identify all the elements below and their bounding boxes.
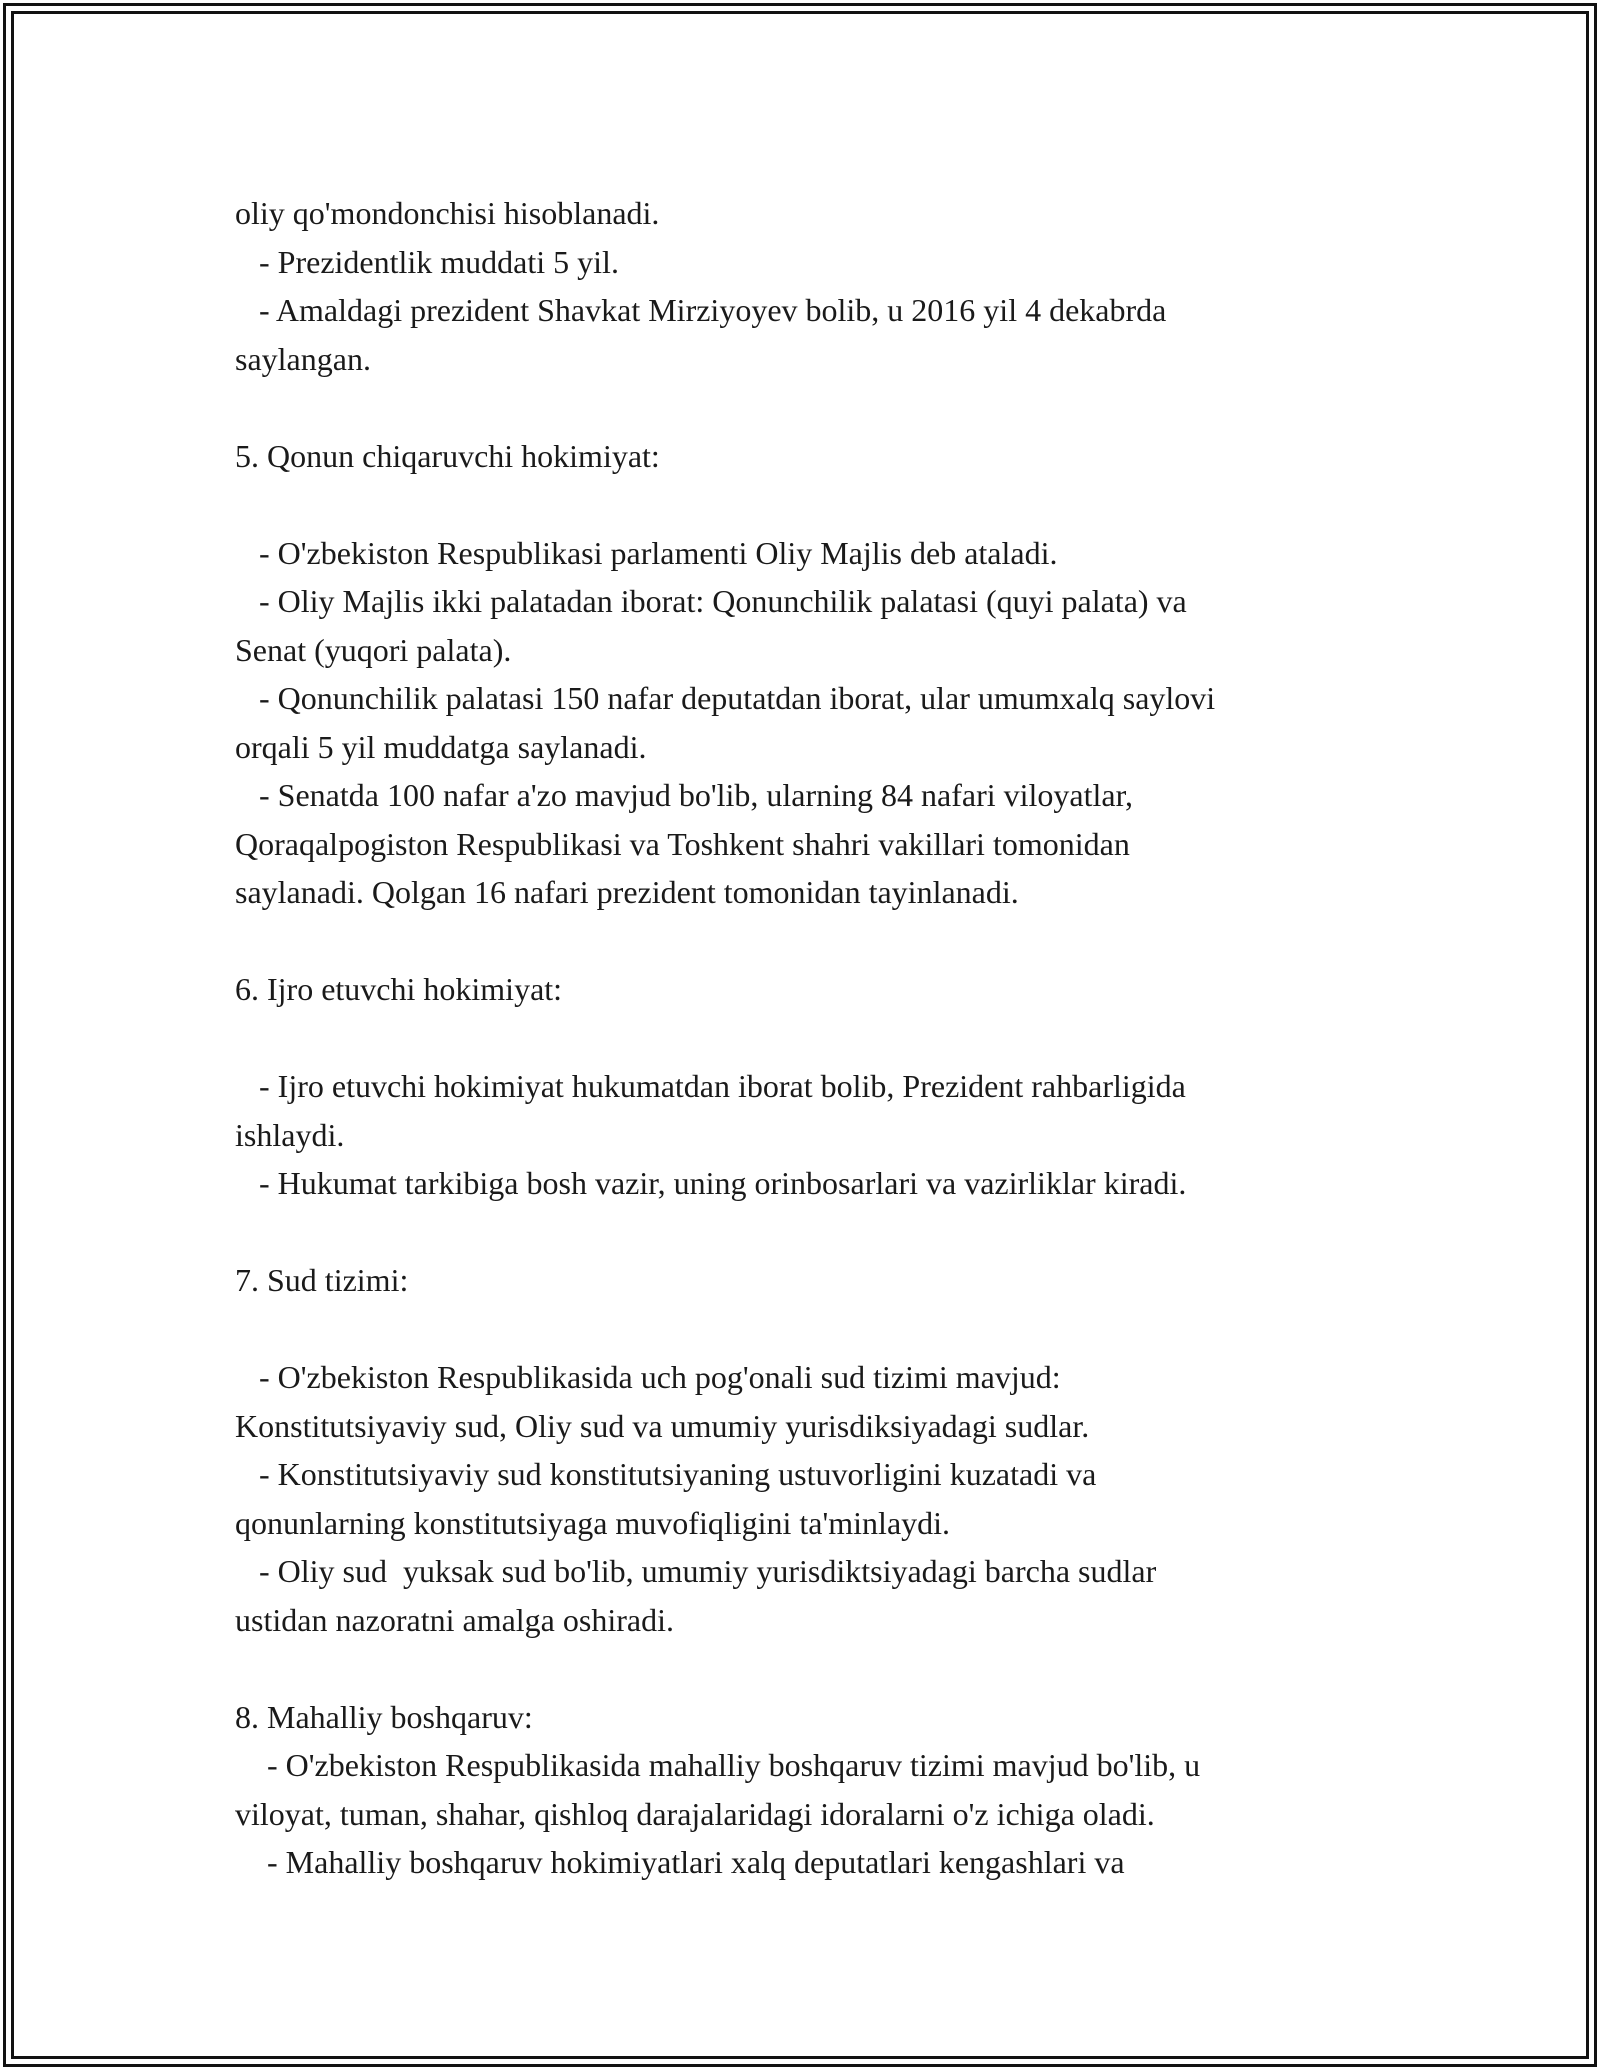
section-heading: 7. Sud tizimi: xyxy=(235,1262,409,1298)
list-item: - O'zbekiston Respublikasida mahalliy boshqaruv tizimi mavjud bo'lib, u xyxy=(235,1747,1201,1783)
list-item: - Prezidentlik muddati 5 yil. xyxy=(235,243,619,280)
blank-line xyxy=(235,917,1395,966)
text-line: orqali 5 yil muddatga saylanadi. xyxy=(235,728,647,765)
text-line: Senat (yuqori palata). xyxy=(235,631,512,668)
blank-line xyxy=(235,480,1395,529)
list-item: - O'zbekiston Respublikasi parlamenti Oliy Majlis deb ataladi. xyxy=(235,534,1058,571)
section-heading: 8. Mahalliy boshqaruv: xyxy=(235,1698,533,1735)
section-heading: 6. Ijro etuvchi hokimiyat: xyxy=(235,971,563,1007)
blank-line xyxy=(235,1305,1395,1354)
text-line: Konstitutsiyaviy sud, Oliy sud va umumiy yurisdiksiyadagi sudlar. xyxy=(235,1407,1090,1444)
text-line: oliy qo'mondonchisi hisoblanadi. xyxy=(235,195,660,231)
list-item: - Ijro etuvchi hokimiyat hukumatdan iborat bolib, Prezident rahbarligida xyxy=(235,1068,1186,1104)
list-item: - Hukumat tarkibiga bosh vazir, uning orinbosarlari va vazirliklar kiradi. xyxy=(235,1165,1187,1201)
blank-line xyxy=(235,383,1395,432)
blank-line xyxy=(235,1208,1395,1257)
list-item: - Mahalliy boshqaruv hokimiyatlari xalq deputatlari kengashlari va xyxy=(235,1844,1125,1880)
text-line: viloyat, tuman, shahar, qishloq darajalaridagi idoralarni o'z ichiga oladi. xyxy=(235,1795,1155,1832)
list-item: - O'zbekiston Respublikasida uch pog'onali sud tizimi mavjud: xyxy=(235,1359,1061,1395)
section-heading: 5. Qonun chiqaruvchi hokimiyat: xyxy=(235,437,660,474)
document-body xyxy=(235,189,1395,1887)
text-line: Qoraqalpogiston Respublikasi va Toshkent shahri vakillari tomonidan xyxy=(235,825,1130,862)
list-item: - Konstitutsiyaviy sud konstitutsiyaning ustuvorligini kuzatadi va xyxy=(235,1456,1097,1492)
blank-line xyxy=(235,1644,1395,1693)
text-line: qonunlarning konstitutsiyaga muvofiqligini ta'minlaydi. xyxy=(235,1504,951,1541)
list-item: - Qonunchilik palatasi 150 nafar deputatdan iborat, ular umumxalq saylovi xyxy=(235,680,1216,716)
list-item: - Amaldagi prezident Shavkat Mirziyoyev bolib, u 2016 yil 4 dekabrda xyxy=(235,292,1167,328)
text-line: saylanadi. Qolgan 16 nafari prezident tomonidan tayinlanadi. xyxy=(235,874,1019,910)
list-item: - Oliy Majlis ikki palatadan iborat: Qonunchilik palatasi (quyi palata) va xyxy=(235,583,1187,619)
text-line: saylangan. xyxy=(235,340,371,377)
blank-line xyxy=(235,1014,1395,1063)
list-item: - Senatda 100 nafar a'zo mavjud bo'lib, ularning 84 nafari viloyatlar, xyxy=(235,777,1133,813)
text-line: ustidan nazoratni amalga oshiradi. xyxy=(235,1601,674,1638)
list-item: - Oliy sud yuksak sud bo'lib, umumiy yurisdiktsiyadagi barcha sudlar xyxy=(235,1553,1157,1589)
text-line: ishlaydi. xyxy=(235,1116,345,1153)
